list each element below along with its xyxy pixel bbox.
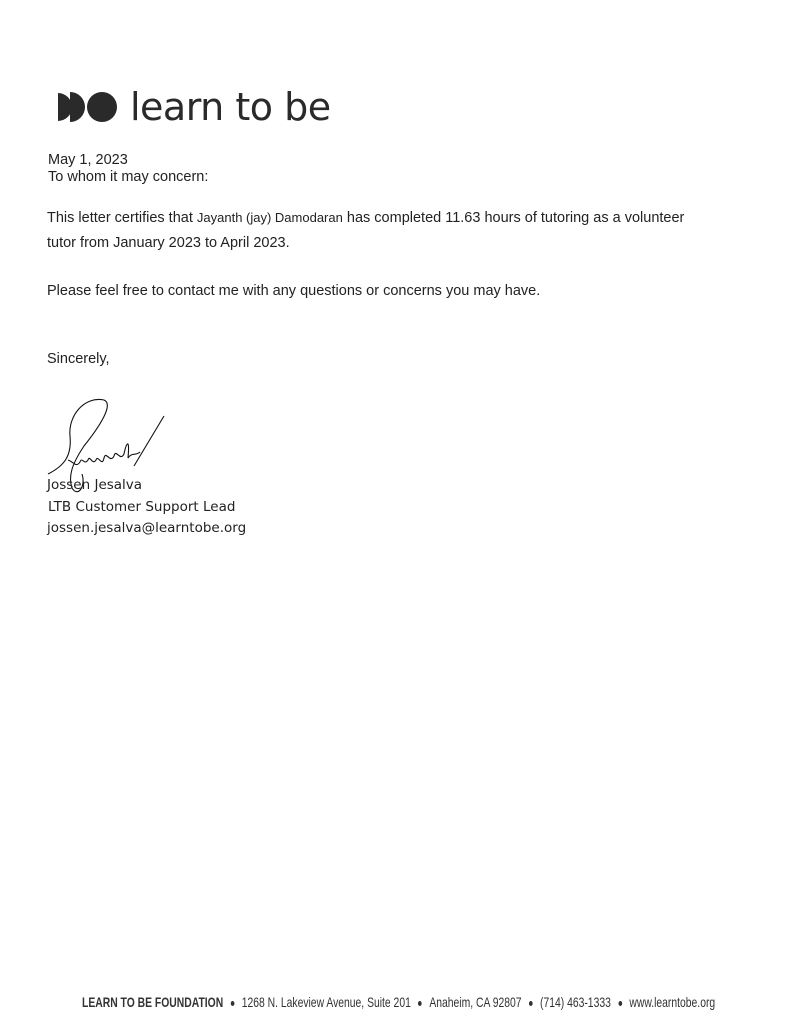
footer-website[interactable]: www.learntobe.org	[629, 994, 716, 1010]
signer-email[interactable]: jossen.jesalva@learntobe.org	[47, 520, 247, 536]
footer-phone: (714) 463-1333	[540, 994, 611, 1010]
bullet-icon	[418, 1001, 422, 1006]
body-suffix: has completed 11.63 hours of tutoring as a volunteer	[346, 210, 685, 226]
footer-org: LEARN TO BE FOUNDATION	[82, 994, 224, 1010]
closing: Sincerely,	[47, 351, 110, 367]
bullet-icon	[529, 1001, 533, 1006]
logo	[58, 85, 331, 129]
signer-name: Jossen Jesalva	[47, 477, 143, 493]
contact-line: Please feel free to contact me with any questions or concerns you may have.	[47, 283, 541, 299]
bullet-icon	[618, 1001, 622, 1006]
body-prefix: This letter certifies that	[47, 210, 193, 226]
salutation: To whom it may concern:	[48, 169, 209, 185]
logo-text: learn to be	[130, 85, 331, 129]
footer-city: Anaheim, CA 92807	[429, 994, 522, 1010]
logo-mark-icon	[58, 90, 120, 124]
recipient-name: Jayanth (jay) Damodaran	[196, 210, 343, 225]
footer-address: 1268 N. Lakeview Avenue, Suite 201	[241, 994, 411, 1010]
letter-date: May 1, 2023	[48, 152, 128, 168]
bullet-icon	[231, 1001, 235, 1006]
body-line-2: tutor from January 2023 to April 2023.	[47, 235, 290, 251]
footer	[82, 994, 715, 1010]
signer-title: LTB Customer Support Lead	[48, 499, 236, 515]
body-line-1	[47, 210, 684, 226]
